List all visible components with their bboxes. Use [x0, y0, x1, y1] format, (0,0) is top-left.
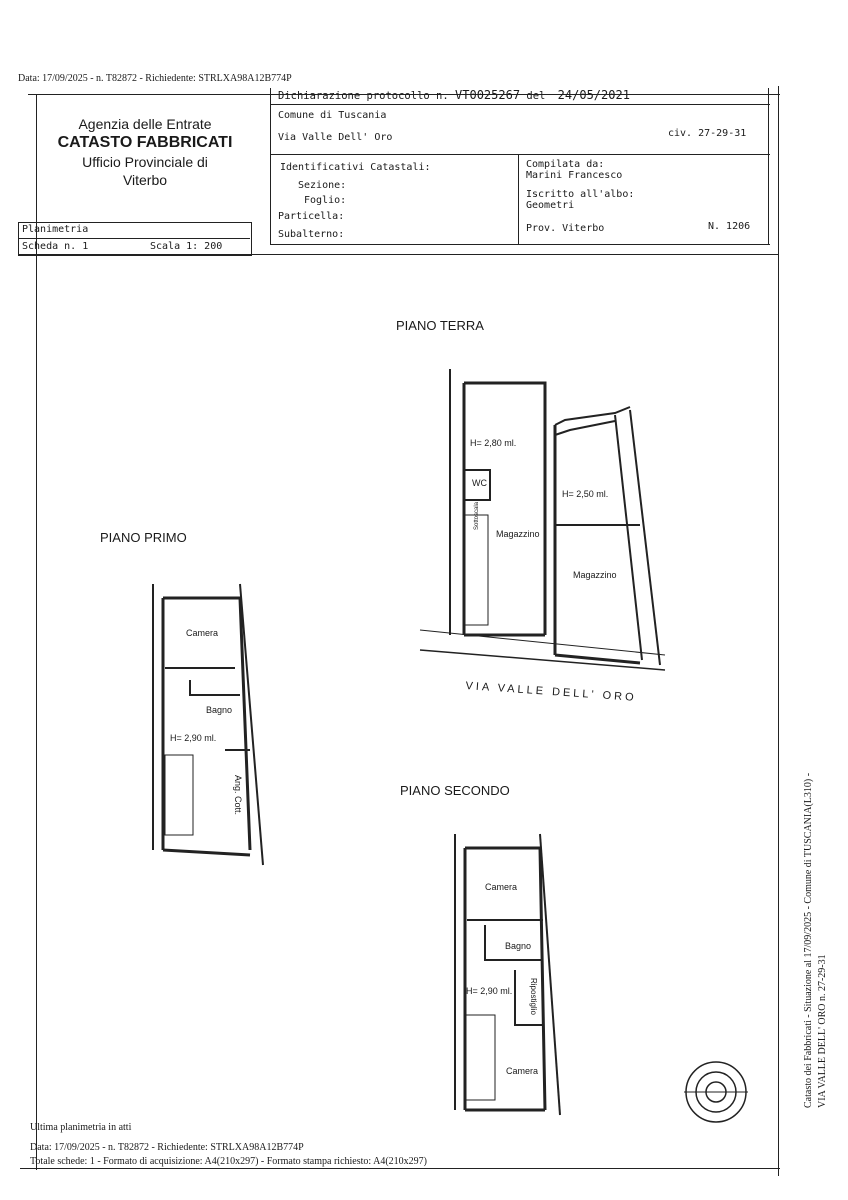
secondo-camera-2: Camera	[506, 1066, 539, 1076]
box-rule-2	[270, 154, 770, 155]
box-right	[768, 88, 769, 244]
protocol-number: VT0025267	[455, 88, 521, 102]
albo-value: Geometri	[526, 200, 575, 211]
comune: Comune di Tuscania	[278, 110, 387, 121]
address: Via Valle Dell' Oro	[278, 132, 393, 143]
protocol-line	[278, 88, 630, 102]
piano-secondo-plan	[445, 830, 575, 1130]
box-left	[270, 88, 271, 244]
box-rule-3	[270, 244, 770, 245]
footer-data: Data: 17/09/2025 - n. T82872 - Richiedente: STRLXA98A12B774P	[30, 1142, 304, 1153]
agency-block	[40, 116, 250, 188]
north-arrow-icon	[682, 1058, 754, 1130]
primo-bagno: Bagno	[206, 705, 233, 715]
terra-wc: WC	[472, 478, 487, 488]
primo-height: H= 2,90 ml.	[170, 733, 217, 743]
registration-number: N. 1206	[708, 221, 751, 232]
frame-bottom	[20, 1168, 780, 1169]
albo-label: Iscritto all'albo:	[526, 189, 635, 200]
side-note-2: VIA VALLE DELL' ORO n. 27-29-31	[817, 954, 828, 1108]
catasto-title: CATASTO FABBRICATI	[57, 134, 233, 151]
ufficio-label: Ufficio Provinciale di	[82, 154, 208, 170]
date-label: del	[526, 90, 546, 102]
side-note-1: Catasto dei Fabbricati - Situazione al 17/09/2025 - Comune di TUSCANIA(L310) -	[803, 772, 814, 1108]
secondo-ripostiglio: Ripostiglio	[529, 978, 538, 1015]
piano-terra-plan	[420, 365, 680, 705]
ultima-planimetria: Ultima planimetria in atti	[30, 1122, 132, 1133]
compiled-label: Compilata da:	[526, 159, 605, 170]
subalterno-label: Subalterno:	[278, 229, 345, 240]
protocol-label: Dichiarazione protocollo n.	[278, 90, 449, 102]
secondo-bagno: Bagno	[505, 941, 532, 951]
box-divider	[518, 154, 519, 244]
secondo-camera-1: Camera	[485, 882, 518, 892]
piano-primo-title: PIANO PRIMO	[100, 530, 187, 545]
box-rule-1	[270, 104, 770, 105]
terra-magazzino-2: Magazzino	[573, 570, 617, 580]
street-label: VIA VALLE DELL' ORO	[465, 680, 637, 704]
sheet-number: Scheda n. 1	[22, 241, 89, 252]
secondo-height: H= 2,90 ml.	[466, 986, 513, 996]
top-stamp: Data: 17/09/2025 - n. T82872 - Richiedente: STRLXA98A12B774P	[18, 73, 292, 84]
ufficio-city: Viterbo	[122, 172, 168, 188]
foglio-label: Foglio:	[304, 195, 347, 206]
frame-right	[778, 86, 779, 1176]
piano-terra-title: PIANO TERRA	[396, 318, 484, 333]
terra-sottoscala: Sottoscala	[474, 501, 480, 530]
protocol-date: 24/05/2021	[557, 88, 630, 102]
footer-totale: Totale schede: 1 - Formato di acquisizione: A4(210x297) - Formato stampa richiesto: A4(210x297)	[30, 1156, 427, 1167]
terra-height-1: H= 2,80 ml.	[470, 438, 517, 448]
piano-secondo-title: PIANO SECONDO	[400, 783, 510, 798]
sheet-rule	[18, 238, 250, 239]
sheet-scale: Scala 1: 200	[150, 241, 223, 252]
agency-name: Agenzia delle Entrate	[78, 116, 212, 132]
compiler-name: Marini Francesco	[526, 170, 623, 181]
terra-height-2: H= 2,50 ml.	[562, 489, 609, 499]
province: Prov. Viterbo	[526, 223, 605, 234]
primo-angolo-cottura: Ang. Cott.	[233, 775, 243, 816]
sheet-title: Planimetria	[22, 224, 89, 235]
piano-primo-plan	[135, 580, 285, 880]
particella-label: Particella:	[278, 211, 345, 222]
catastal-title: Identificativi Catastali:	[280, 162, 431, 173]
sezione-label: Sezione:	[298, 180, 347, 191]
primo-camera: Camera	[186, 628, 219, 638]
terra-magazzino-1: Magazzino	[496, 529, 540, 539]
civic-number: civ. 27-29-31	[668, 128, 747, 139]
